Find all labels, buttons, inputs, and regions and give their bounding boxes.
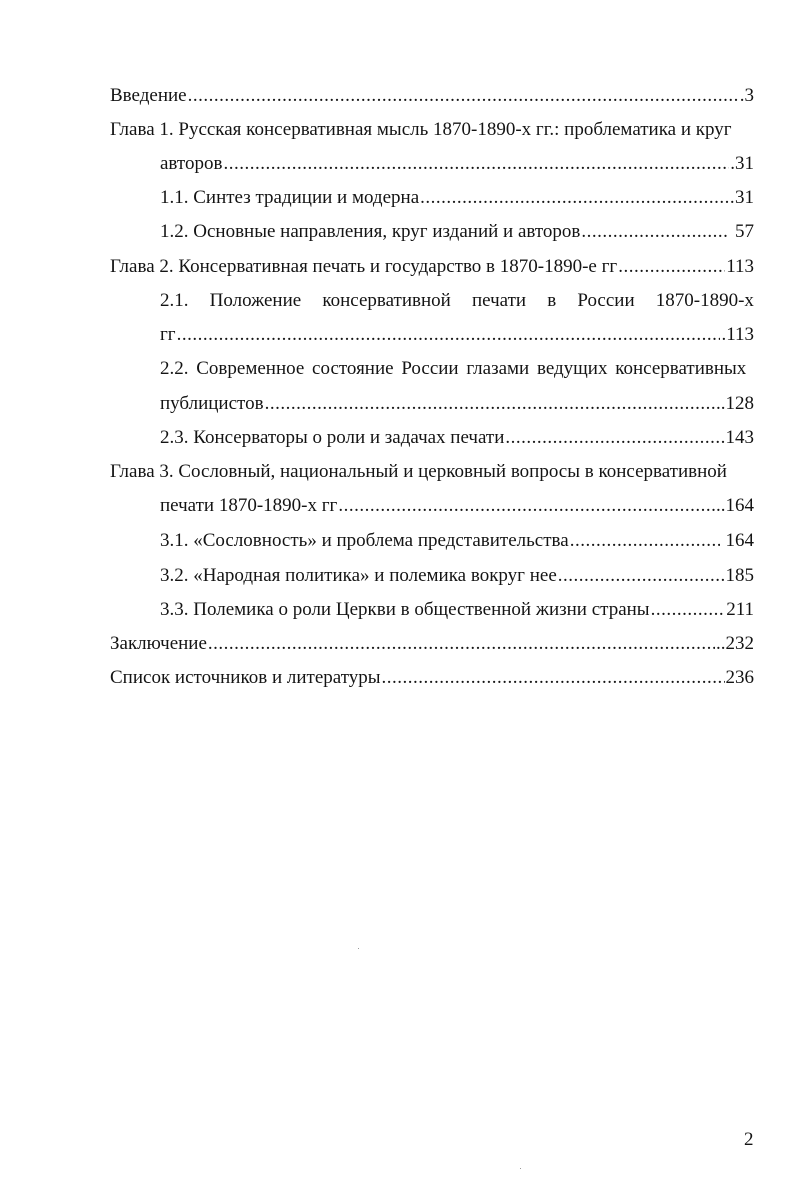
scan-speck [520, 1168, 521, 1169]
toc-label: публицистов [160, 393, 264, 414]
toc-label: Заключение [110, 633, 207, 654]
toc-entry-ch3-line1 [110, 460, 727, 484]
toc-entry-2-3 [160, 426, 754, 450]
toc-entry-sources [110, 666, 754, 690]
toc-label: печати 1870-1890-х гг [160, 495, 338, 516]
toc-page: 113 [726, 256, 754, 277]
dot-leader [177, 323, 721, 347]
toc-label: 3.1. «Сословность» и проблема представительства [160, 530, 569, 551]
toc-entry-conclusion [110, 632, 754, 656]
dot-leader [420, 186, 734, 210]
page-number: 2 [744, 1129, 754, 1150]
toc-label: 3.2. «Народная политика» и полемика вокруг нее [160, 565, 557, 586]
toc-entry-1-1 [160, 186, 754, 210]
dot-leader [618, 255, 725, 279]
toc-label: Глава 3. Сословный, национальный и церковный вопросы в консервативной [110, 461, 727, 482]
toc-label: Глава 2. Консервативная печать и государство в 1870-1890-е гг [110, 256, 618, 277]
toc-entry-2-2-line1 [160, 357, 754, 381]
toc-page: 57 [730, 221, 754, 242]
scan-speck [358, 948, 359, 949]
toc-page: 143 [725, 427, 754, 448]
toc-label: 1.1. Синтез традиции и модерна [160, 187, 420, 208]
toc-page: 211 [726, 599, 754, 620]
toc-entry-ch1-line2 [160, 152, 754, 176]
dot-leader [208, 632, 715, 656]
toc-entry-3-2 [160, 564, 754, 588]
toc-entry-ch1-line1 [110, 118, 732, 142]
dot-leader [223, 152, 729, 176]
toc-page: 185 [725, 565, 754, 586]
toc-label: Список источников и литературы [110, 667, 381, 688]
toc-page: .3 [739, 85, 754, 106]
toc-page: 31 [735, 187, 754, 208]
toc-word: 2.1. [160, 290, 189, 311]
toc-label: 2.2. Современное состояние России глазами ведущих консервативных [160, 358, 747, 379]
toc-word: России [577, 290, 635, 311]
dot-leader [265, 392, 715, 416]
toc-page: 236 [725, 667, 754, 688]
toc-page: ..128 [716, 393, 754, 414]
toc-entry-2-2-line2 [160, 392, 754, 416]
toc-word: консервативной [322, 290, 451, 311]
toc-label: 3.3. Полемика о роли Церкви в общественной жизни страны [160, 599, 650, 620]
toc-label: Введение [110, 85, 187, 106]
toc-page: .113 [721, 324, 754, 345]
toc-word: 1870-1890-х [655, 290, 754, 311]
toc-entry-1-2 [160, 220, 754, 244]
toc-entry-3-1 [160, 529, 754, 553]
toc-label: гг [160, 324, 176, 345]
dot-leader [581, 220, 729, 244]
toc-label: авторов [160, 153, 223, 174]
toc-entry-2-1-line1 [160, 289, 754, 313]
toc-word: в [547, 290, 557, 311]
dot-leader [651, 598, 726, 622]
toc-page: ..232 [716, 633, 754, 654]
dot-leader [382, 666, 725, 690]
toc-entry-ch3-line2 [160, 494, 754, 518]
toc-page: ..164 [716, 495, 754, 516]
toc-word: Положение [209, 290, 302, 311]
toc-label: Глава 1. Русская консервативная мысль 1870-1890-х гг.: проблематика и круг [110, 119, 732, 140]
toc-word: печати [471, 290, 527, 311]
toc-entry-ch2 [110, 255, 754, 279]
dot-leader [570, 529, 720, 553]
dot-leader [558, 564, 725, 588]
toc-page: .31 [730, 153, 754, 174]
dot-leader [188, 84, 739, 108]
toc-entry-3-3 [160, 598, 754, 622]
toc-entry-intro [110, 84, 754, 108]
dot-leader [505, 426, 724, 450]
toc-entry-2-1-line2 [160, 323, 754, 347]
toc-label: 2.3. Консерваторы о роли и задачах печати [160, 427, 505, 448]
dot-leader [338, 494, 715, 518]
toc-label: 1.2. Основные направления, круг изданий и авторов [160, 221, 581, 242]
toc-page: 164 [720, 530, 754, 551]
